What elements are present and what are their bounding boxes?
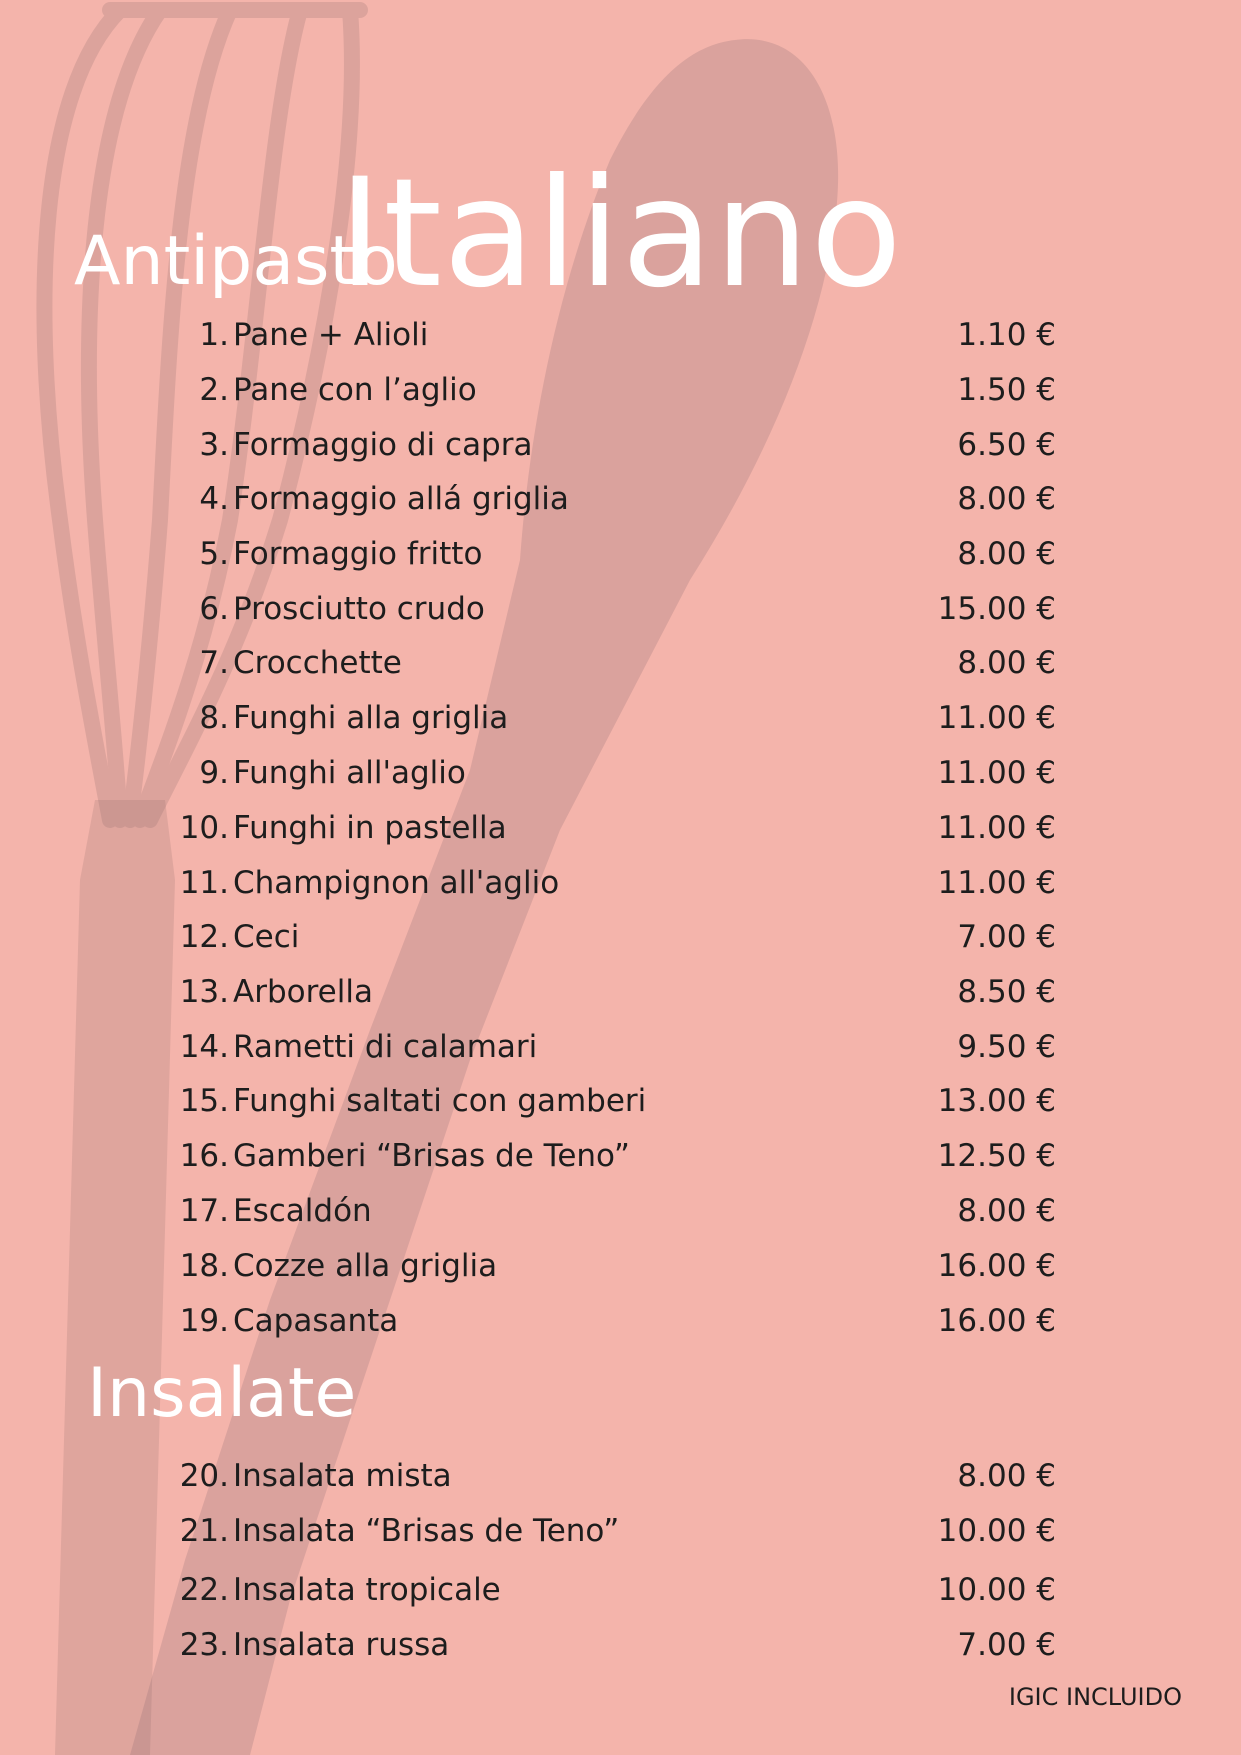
- menu-item: [0, 1509, 1241, 1553]
- item-number: 16.: [179, 1138, 229, 1174]
- item-name: Gamberi “Brisas de Teno”: [233, 1138, 630, 1174]
- menu-item: [0, 696, 1241, 740]
- item-price: 6.50 €: [957, 427, 1056, 463]
- item-number: 5.: [199, 536, 229, 572]
- item-name: Funghi saltati con gamberi: [233, 1083, 647, 1119]
- item-number: 19.: [179, 1303, 229, 1339]
- item-price: 10.00 €: [937, 1513, 1056, 1549]
- menu-item: [0, 1623, 1241, 1667]
- menu-item: [0, 806, 1241, 850]
- item-price: 8.50 €: [957, 974, 1056, 1010]
- item-price: 8.00 €: [957, 1193, 1056, 1229]
- item-name: Formaggio allá griglia: [233, 481, 569, 517]
- item-name: Insalata “Brisas de Teno”: [233, 1513, 620, 1549]
- item-price: 11.00 €: [937, 810, 1056, 846]
- menu-item: [0, 915, 1241, 959]
- item-number: 3.: [199, 427, 229, 463]
- menu-item: [0, 1244, 1241, 1288]
- item-price: 8.00 €: [957, 1458, 1056, 1494]
- item-name: Capasanta: [233, 1303, 399, 1339]
- item-number: 12.: [179, 919, 229, 955]
- item-number: 1.: [199, 317, 229, 353]
- item-price: 8.00 €: [957, 645, 1056, 681]
- section-heading-insalate: Insalate: [87, 1354, 357, 1433]
- item-number: 8.: [199, 700, 229, 736]
- item-price: 13.00 €: [937, 1083, 1056, 1119]
- item-number: 4.: [199, 481, 229, 517]
- item-price: 11.00 €: [937, 865, 1056, 901]
- item-name: Prosciutto crudo: [233, 591, 485, 627]
- item-name: Funghi in pastella: [233, 810, 507, 846]
- item-name: Rametti di calamari: [233, 1029, 538, 1065]
- item-price: 7.00 €: [957, 1627, 1056, 1663]
- item-name: Pane con l’aglio: [233, 372, 477, 408]
- item-number: 2.: [199, 372, 229, 408]
- item-number: 23.: [179, 1627, 229, 1663]
- menu-item: [0, 368, 1241, 412]
- item-price: 7.00 €: [957, 919, 1056, 955]
- item-number: 10.: [179, 810, 229, 846]
- item-price: 8.00 €: [957, 536, 1056, 572]
- menu-item: [0, 641, 1241, 685]
- menu-item: [0, 587, 1241, 631]
- item-price: 12.50 €: [937, 1138, 1056, 1174]
- tax-note: IGIC INCLUIDO: [1008, 1683, 1182, 1711]
- menu-item: [0, 313, 1241, 357]
- menu-item: [0, 970, 1241, 1014]
- item-name: Formaggio fritto: [233, 536, 483, 572]
- menu-item: [0, 1025, 1241, 1069]
- item-name: Cozze alla griglia: [233, 1248, 498, 1284]
- item-number: 20.: [179, 1458, 229, 1494]
- item-name: Escaldón: [233, 1193, 372, 1229]
- menu-item: [0, 477, 1241, 521]
- item-price: 10.00 €: [937, 1572, 1056, 1608]
- item-name: Insalata mista: [233, 1458, 452, 1494]
- item-number: 13.: [179, 974, 229, 1010]
- item-number: 18.: [179, 1248, 229, 1284]
- item-name: Champignon all'aglio: [233, 865, 560, 901]
- item-number: 15.: [179, 1083, 229, 1119]
- item-price: 1.10 €: [957, 317, 1056, 353]
- menu-item: [0, 423, 1241, 467]
- menu-item: [0, 1299, 1241, 1343]
- item-number: 17.: [179, 1193, 229, 1229]
- item-price: 8.00 €: [957, 481, 1056, 517]
- item-price: 9.50 €: [957, 1029, 1056, 1065]
- item-name: Arborella: [233, 974, 373, 1010]
- item-price: 16.00 €: [937, 1248, 1056, 1284]
- section-heading-antipasto: Antipasto: [74, 222, 398, 301]
- item-price: 16.00 €: [937, 1303, 1056, 1339]
- menu-item: [0, 1134, 1241, 1178]
- item-price: 11.00 €: [937, 755, 1056, 791]
- item-number: 11.: [179, 865, 229, 901]
- menu-item: [0, 1079, 1241, 1123]
- item-price: 11.00 €: [937, 700, 1056, 736]
- menu-item: [0, 532, 1241, 576]
- item-name: Insalata russa: [233, 1627, 450, 1663]
- item-price: 1.50 €: [957, 372, 1056, 408]
- item-price: 15.00 €: [937, 591, 1056, 627]
- item-name: Funghi alla griglia: [233, 700, 509, 736]
- item-name: Insalata tropicale: [233, 1572, 501, 1608]
- menu-item: [0, 1568, 1241, 1612]
- item-name: Crocchette: [233, 645, 402, 681]
- item-number: 6.: [199, 591, 229, 627]
- page-title: Italiano: [337, 146, 904, 321]
- menu-item: [0, 751, 1241, 795]
- item-number: 21.: [179, 1513, 229, 1549]
- item-name: Funghi all'aglio: [233, 755, 466, 791]
- item-number: 9.: [199, 755, 229, 791]
- item-name: Ceci: [233, 919, 300, 955]
- item-number: 14.: [179, 1029, 229, 1065]
- menu-item: [0, 1454, 1241, 1498]
- item-name: Pane + Alioli: [233, 317, 429, 353]
- item-name: Formaggio di capra: [233, 427, 533, 463]
- menu-item: [0, 1189, 1241, 1233]
- item-number: 7.: [199, 645, 229, 681]
- item-number: 22.: [179, 1572, 229, 1608]
- menu-item: [0, 861, 1241, 905]
